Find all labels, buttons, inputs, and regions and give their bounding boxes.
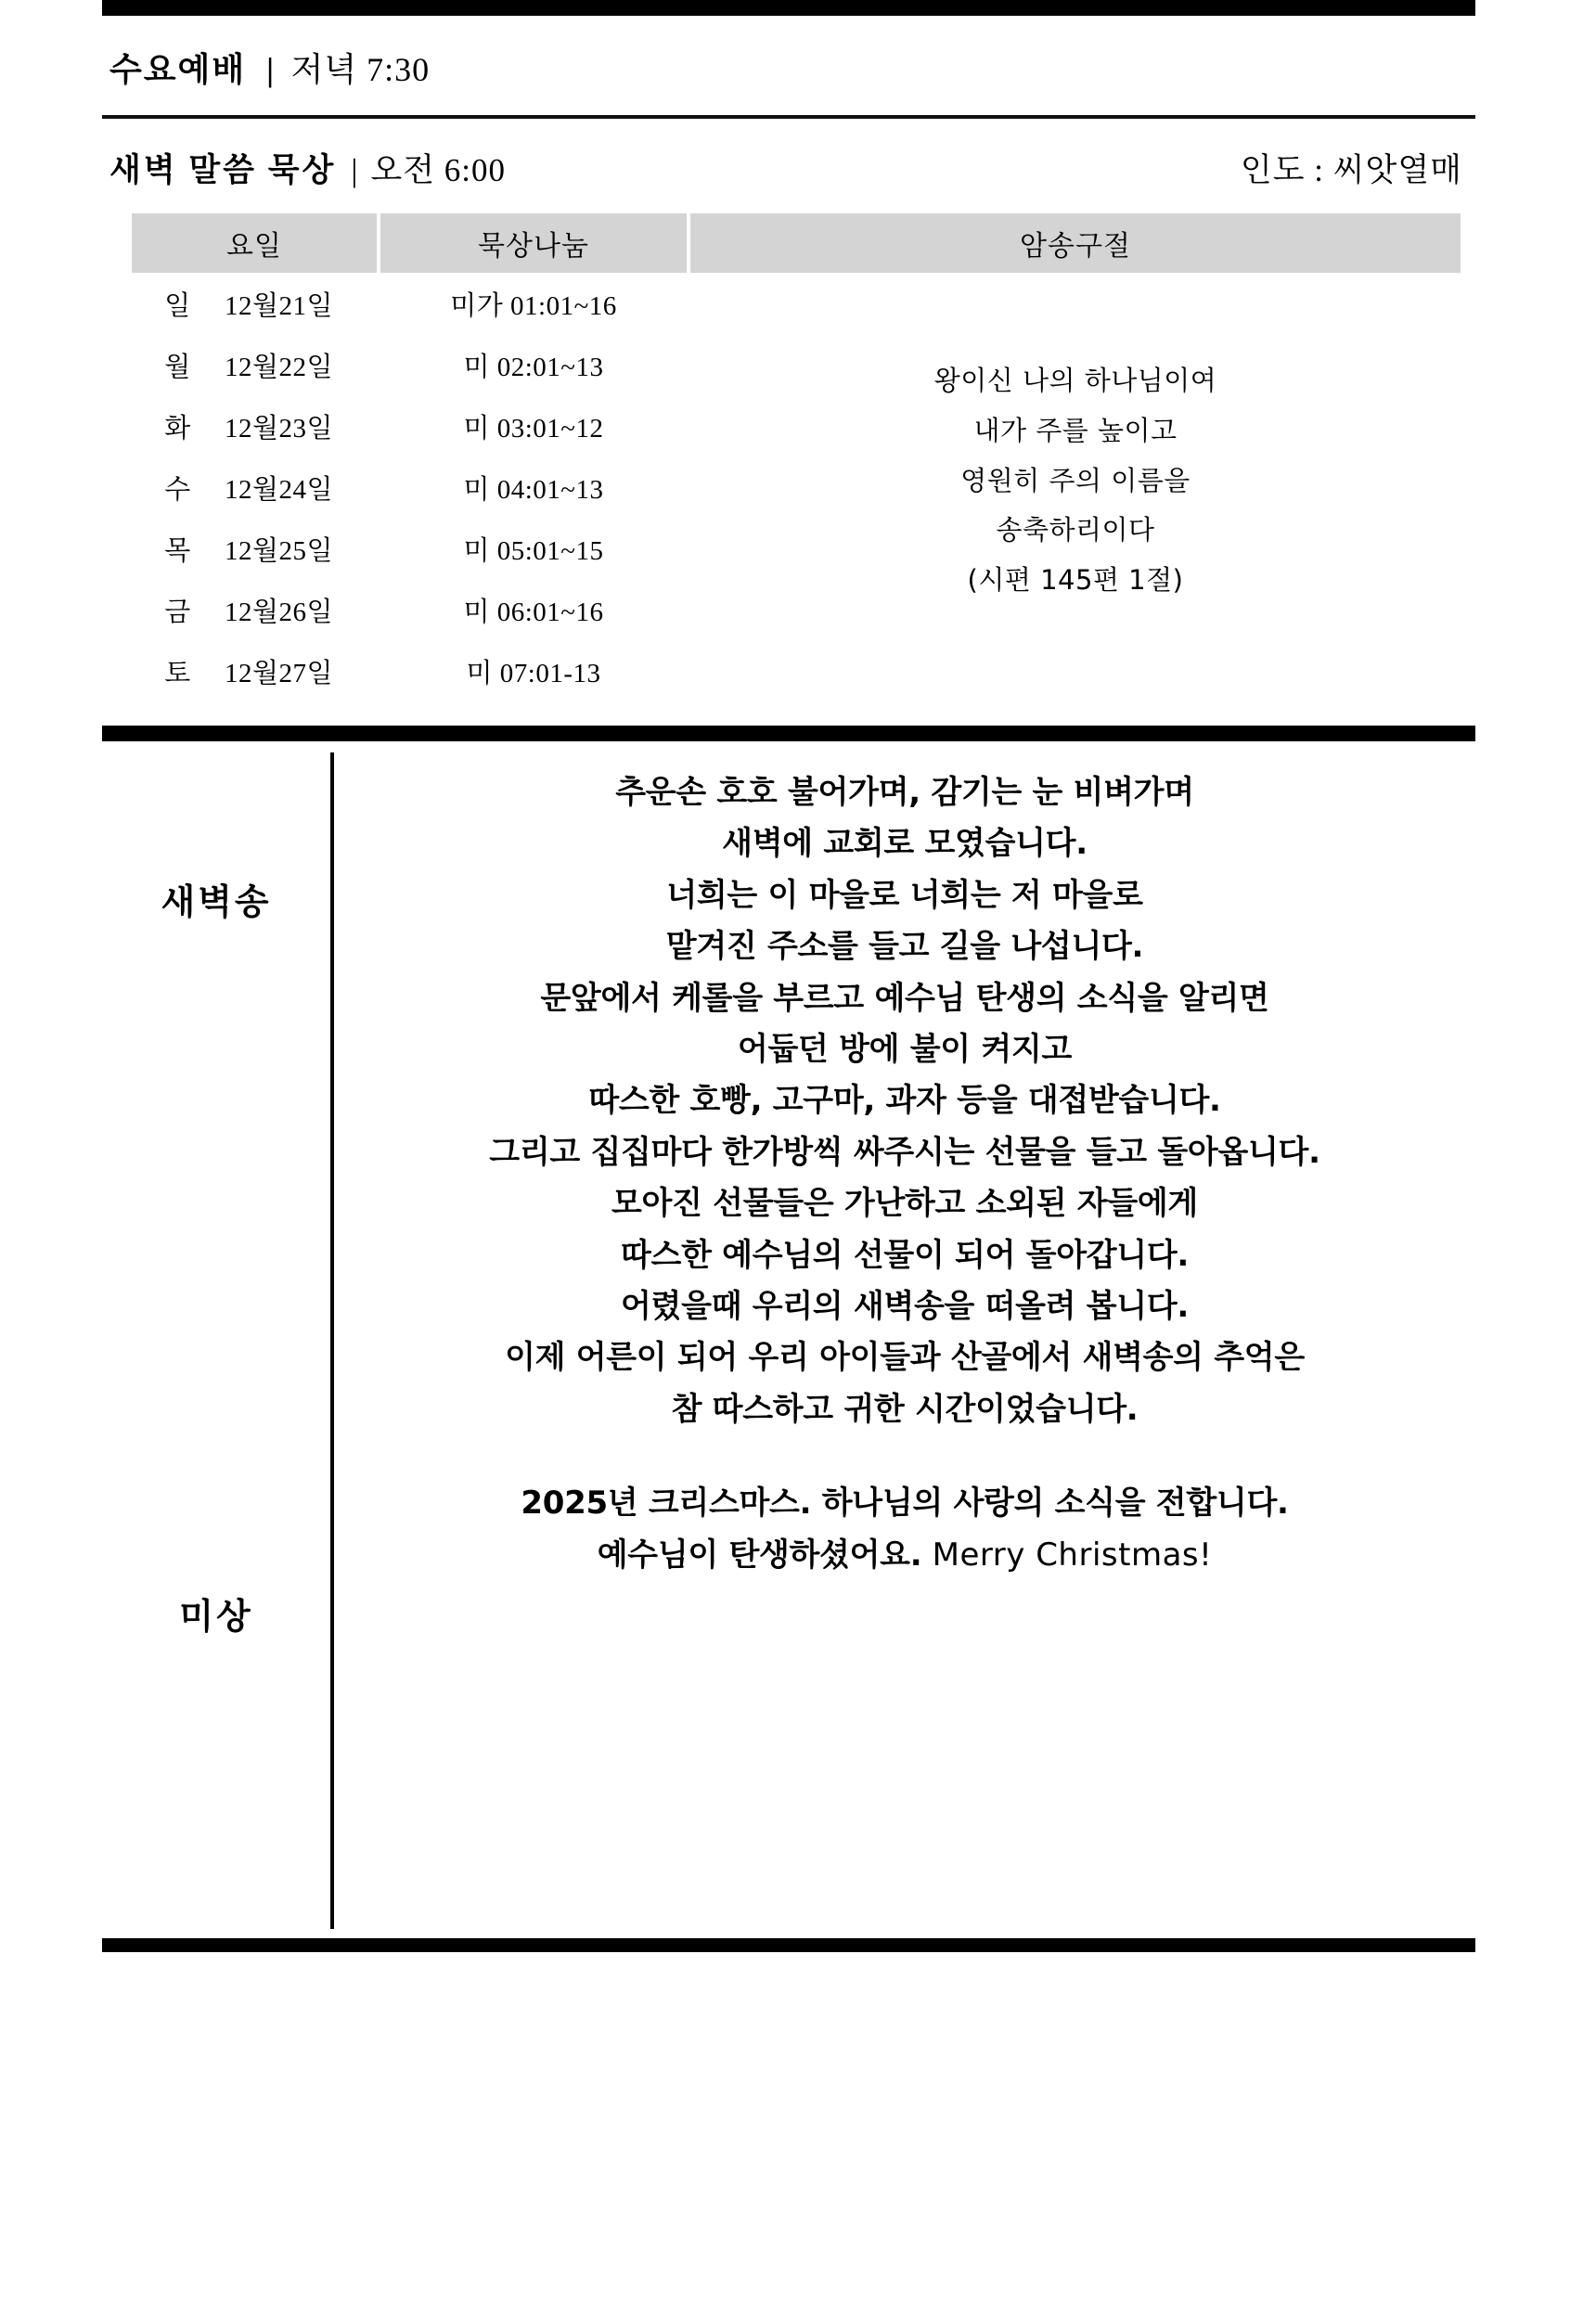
testimony-text [334, 741, 1475, 1581]
service-separator: | [266, 51, 275, 88]
cell-date: 12월26일 [225, 597, 334, 627]
closing-greeting-en: Merry Christmas! [921, 1536, 1213, 1574]
cell-day: 화 [164, 413, 191, 443]
column-header-reading: 묵상나눔 [380, 213, 687, 273]
table-row [132, 273, 1461, 334]
closing-greeting-ko: 예수님이 탄생하셨어요. [597, 1536, 922, 1574]
cell-day: 토 [164, 658, 191, 688]
testimony-line: 모아진 선물들은 가난하고 소외된 자들에게 [611, 1185, 1198, 1223]
testimony-section [102, 741, 1475, 1938]
cell-reading: 미 05:01~15 [463, 535, 604, 566]
table-header-row [132, 213, 1461, 273]
testimony-line: 이제 어른이 되어 우리 아이들과 산골에서 새벽송의 추억은 [505, 1339, 1305, 1377]
cell-day: 수 [164, 474, 191, 505]
testimony-line: 맡겨진 주소를 들고 길을 나섭니다. [665, 928, 1144, 966]
bulletin-sheet [102, 0, 1475, 1952]
testimony-line: 참 따스하고 귀한 시간이었습니다. [671, 1390, 1139, 1428]
memory-verse-line: 송축하리이다 [996, 514, 1155, 546]
memory-verse-line: 왕이신 나의 하나님이여 [933, 365, 1217, 397]
testimony-label-column [102, 741, 330, 1938]
cell-reading: 미 06:01~16 [463, 597, 604, 627]
testimony-line: 문앞에서 케롤을 부르고 예수님 탄생의 소식을 알리면 [540, 979, 1269, 1017]
memory-verse-cell [690, 273, 1461, 701]
cell-date: 12월24일 [225, 474, 334, 505]
cell-date: 12월25일 [225, 535, 334, 566]
section-divider-thick [102, 726, 1475, 741]
dawn-title: 새벽 말씀 묵상 [109, 152, 337, 188]
cell-day: 월 [164, 352, 191, 382]
closing-line-year: 2025년 크리스마스. 하나님의 사랑의 소식을 전합니다. [521, 1485, 1289, 1523]
cell-date: 12월22일 [225, 352, 334, 382]
testimony-line: 어둡던 방에 불이 켜지고 [737, 1031, 1073, 1069]
testimony-line: 따스한 예수님의 선물이 되어 돌아갑니다. [620, 1236, 1189, 1274]
testimony-line: 새벽에 교회로 모였습니다. [722, 825, 1088, 863]
testimony-title-label: 새벽송 [161, 881, 272, 922]
cell-reading: 미 04:01~13 [463, 474, 604, 505]
cell-day: 금 [164, 597, 191, 627]
dawn-separator: | [351, 152, 358, 188]
column-header-verse: 암송구절 [690, 213, 1461, 273]
testimony-line: 추운손 호호 불어가며, 감기는 눈 비벼가며 [615, 774, 1194, 811]
memory-verse-line: 내가 주를 높이고 [973, 415, 1178, 447]
cell-reading: 미 03:01~12 [463, 413, 604, 443]
service-time: 저녁 7:30 [290, 51, 431, 88]
memory-verse-reference: (시편 145편 1절) [967, 563, 1184, 596]
cell-date: 12월27일 [225, 658, 334, 688]
service-name: 수요예배 [109, 51, 247, 88]
dawn-time: 오전 6:00 [370, 152, 506, 188]
closing-line-greeting [334, 1530, 1475, 1581]
testimony-line: 너희는 이 마을로 너희는 저 마을로 [666, 876, 1143, 914]
cell-date: 12월23일 [225, 413, 334, 443]
testimony-line: 그리고 집집마다 한가방씩 싸주시는 선물을 들고 돌아옵니다. [489, 1133, 1320, 1171]
top-divider-thick [102, 0, 1475, 16]
cell-reading: 미 07:01-13 [466, 658, 601, 688]
cell-day: 일 [164, 290, 191, 321]
cell-reading: 미 02:01~13 [463, 352, 604, 382]
cell-day: 목 [164, 535, 191, 566]
memory-verse-line: 영원히 주의 이름을 [960, 464, 1191, 496]
testimony-line: 어렸을때 우리의 새벽송을 떠올려 봅니다. [620, 1288, 1189, 1326]
bottom-divider-thick [102, 1938, 1475, 1952]
column-header-day: 요일 [132, 213, 377, 273]
testimony-line: 따스한 호빵, 고구마, 과자 등을 대접받습니다. [588, 1082, 1221, 1120]
meditation-table [128, 213, 1464, 701]
dawn-meditation-header [102, 119, 1475, 213]
service-leader: 인도 : 씨앗열매 [1240, 152, 1462, 188]
cell-date: 12월21일 [225, 290, 334, 321]
testimony-author-label: 미상 [179, 1596, 253, 1637]
cell-reading: 미가 01:01~16 [450, 290, 617, 321]
service-header [102, 16, 1475, 115]
paragraph-gap [334, 1435, 1475, 1478]
dawn-title-group [109, 145, 506, 191]
